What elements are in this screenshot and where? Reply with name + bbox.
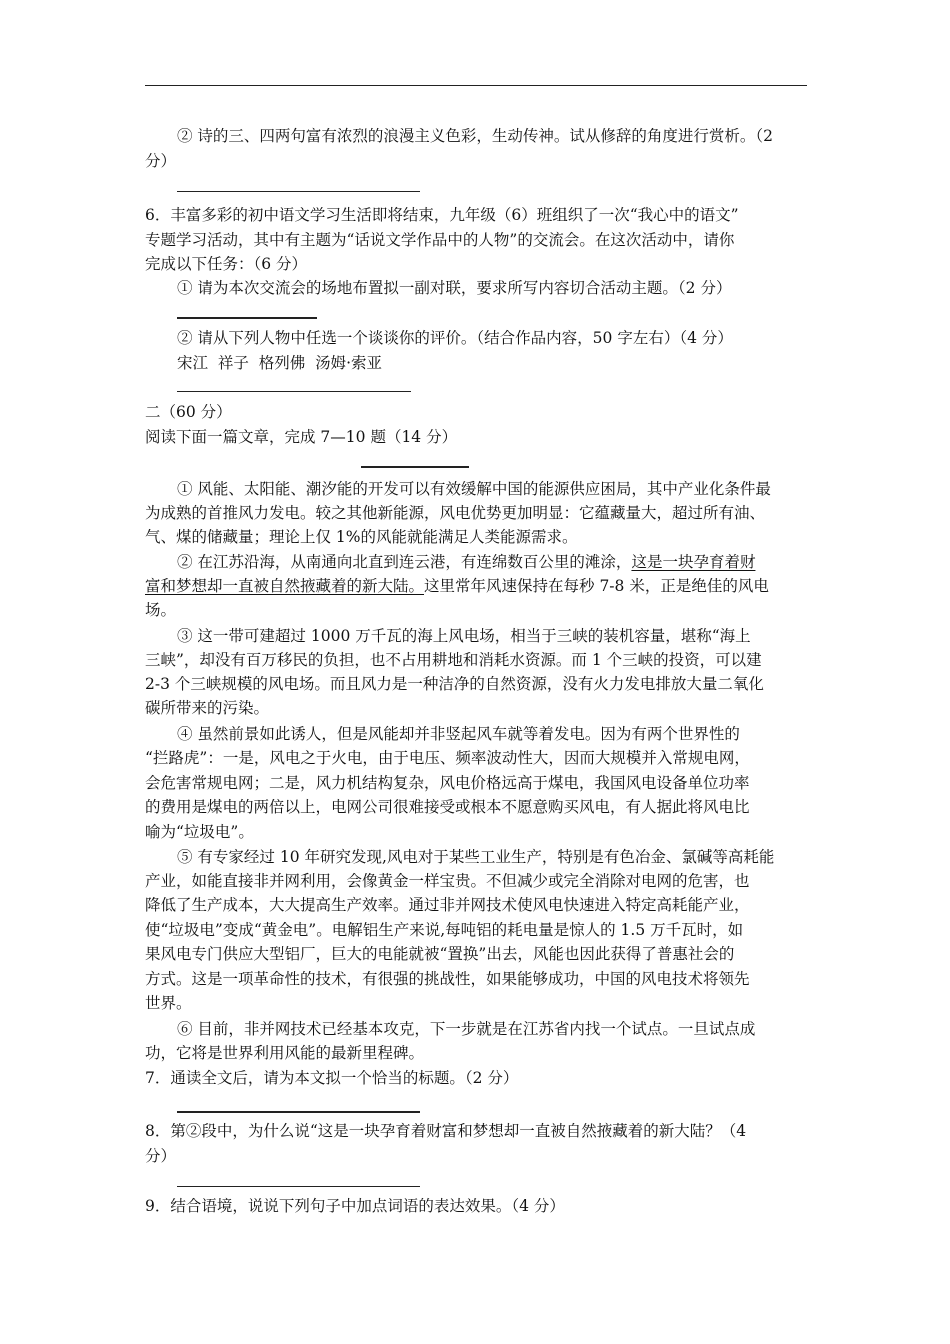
q5-part2-text-cont: 分） — [145, 152, 177, 170]
q6-task2: ② 请从下列人物中任选一个谈谈你的评价。（结合作品内容，50 字左右）（4 分） — [177, 329, 733, 347]
article-p5-line: ⑤ 有专家经过 10 年研究发现,风电对于某些工业生产，特别是有色冶金、氯碱等高耗能 — [177, 848, 775, 866]
article-p3-line: 2-3 个三峡规模的风电场。而且风力是一种洁净的自然资源，没有火力发电排放大量二氧化 — [145, 675, 764, 693]
article-p3-line: 碳所带来的污染。 — [145, 699, 270, 717]
article-p1-line: ① 风能、太阳能、潮汐能的开发可以有效缓解中国的能源供应困局，其中产业化条件最 — [177, 480, 771, 498]
q6-task1-answer-blank — [177, 317, 317, 319]
q6-character-names: 宋江 祥子 格列佛 汤姆·索亚 — [177, 354, 382, 372]
article-p5-line: 产业，如能直接非并网利用，会像黄金一样宝贵。不但减少或完全消除对电网的危害，也 — [145, 872, 750, 890]
article-title-blank — [361, 466, 469, 468]
q6-task2-answer-blank — [177, 391, 411, 392]
article-p3-line: ③ 这一带可建超过 1000 万千瓦的海上风电场，相当于三峡的装机容量，堪称“海上 — [177, 627, 751, 645]
underlined-sentence: 这是一块孕育着财 — [631, 553, 756, 571]
article-p5-line: 果风电专门供应大型铝厂，巨大的电能就被“置换”出去，风能也因此获得了普惠社会的 — [145, 945, 735, 963]
q6-stem-line2: 专题学习活动，其中有主题为“话说文学作品中的人物”的交流会。在这次活动中，请你 — [145, 231, 735, 249]
article-p4-line: 会危害常规电网；二是，风力机结构复杂，风电价格远高于煤电，我国风电设备单位功率 — [145, 774, 750, 792]
article-p2-line3: 场。 — [145, 601, 177, 619]
article-p2-text: ② 在江苏沿海，从南通向北直到连云港，有连绵数百公里的滩涂， — [177, 553, 632, 571]
article-p2-line1 — [177, 552, 755, 572]
q8-text: 8．第②段中，为什么说“这是一块孕育着财富和梦想却一直被自然掖藏着的新大陆？（4 — [145, 1122, 747, 1140]
article-p4-line: ④ 虽然前景如此诱人，但是风能却并非竖起风车就等着发电。因为有两个世界性的 — [177, 725, 740, 743]
section2-heading: 二（60 分） — [145, 403, 232, 421]
article-p6-line: ⑥ 目前，非并网技术已经基本攻克，下一步就是在江苏省内找一个试点。一旦试点成 — [177, 1020, 756, 1038]
article-p5-line: 降低了生产成本，大大提高生产效率。通过非并网技术使风电快速进入特定高耗能产业， — [145, 896, 750, 914]
q5-part2-text: ② 诗的三、四两句富有浓烈的浪漫主义色彩，生动传神。试从修辞的角度进行赏析。（2 — [177, 127, 774, 145]
q6-stem-line1: 6．丰富多彩的初中语文学习生活即将结束，九年级（6）班组织了一次“我心中的语文” — [145, 206, 739, 224]
article-p2-text: 这里常年风速保持在每秒 7-8 米，正是绝佳的风电 — [424, 577, 769, 595]
q8-text-cont: 分） — [145, 1147, 177, 1165]
article-p5-line: 使“垃圾电”变成“黄金电”。电解铝生产来说,每吨铝的耗电量是惊人的 1.5 万千瓦时，如 — [145, 921, 744, 939]
section2-instruction: 阅读下面一篇文章，完成 7—10 题（14 分） — [145, 428, 458, 446]
page-top-rule — [145, 85, 807, 86]
q7-text: 7．通读全文后，请为本文拟一个恰当的标题。（2 分） — [145, 1069, 519, 1087]
article-p4-line: 喻为“垃圾电”。 — [145, 823, 254, 841]
underlined-sentence-cont: 富和梦想却一直被自然掖藏着的新大陆。 — [145, 577, 425, 595]
article-p2-line2 — [145, 576, 769, 596]
article-p4-line: 的费用是煤电的两倍以上，电网公司很难接受或根本不愿意购买风电，有人据此将风电比 — [145, 798, 750, 816]
article-p1-line: 气、煤的储藏量；理论上仅 1%的风能就能满足人类能源需求。 — [145, 528, 578, 546]
q6-stem-line3: 完成以下任务：（6 分） — [145, 255, 308, 273]
article-p5-line: 方式。这是一项革命性的技术，有很强的挑战性，如果能够成功，中国的风电技术将领先 — [145, 970, 750, 988]
q9-text: 9．结合语境，说说下列句子中加点词语的表达效果。（4 分） — [145, 1197, 565, 1215]
q7-answer-blank — [177, 1111, 420, 1113]
q5-answer-blank — [177, 191, 420, 192]
article-p1-line: 为成熟的首推风力发电。较之其他新能源，风电优势更加明显：它蕴藏量大，超过所有油、 — [145, 504, 766, 522]
article-p3-line: 三峡”，却没有百万移民的负担，也不占用耕地和消耗水资源。而 1 个三峡的投资，可以建 — [145, 651, 762, 669]
article-p4-line: “拦路虎”：一是，风电之于火电，由于电压、频率波动性大，因而大规模并入常规电网， — [145, 749, 750, 767]
q8-answer-blank — [177, 1186, 420, 1187]
article-p6-line: 功，它将是世界利用风能的最新里程碑。 — [145, 1044, 425, 1062]
q6-task1: ① 请为本次交流会的场地布置拟一副对联，要求所写内容切合活动主题。（2 分） — [177, 279, 732, 297]
article-p5-line: 世界。 — [145, 994, 192, 1012]
